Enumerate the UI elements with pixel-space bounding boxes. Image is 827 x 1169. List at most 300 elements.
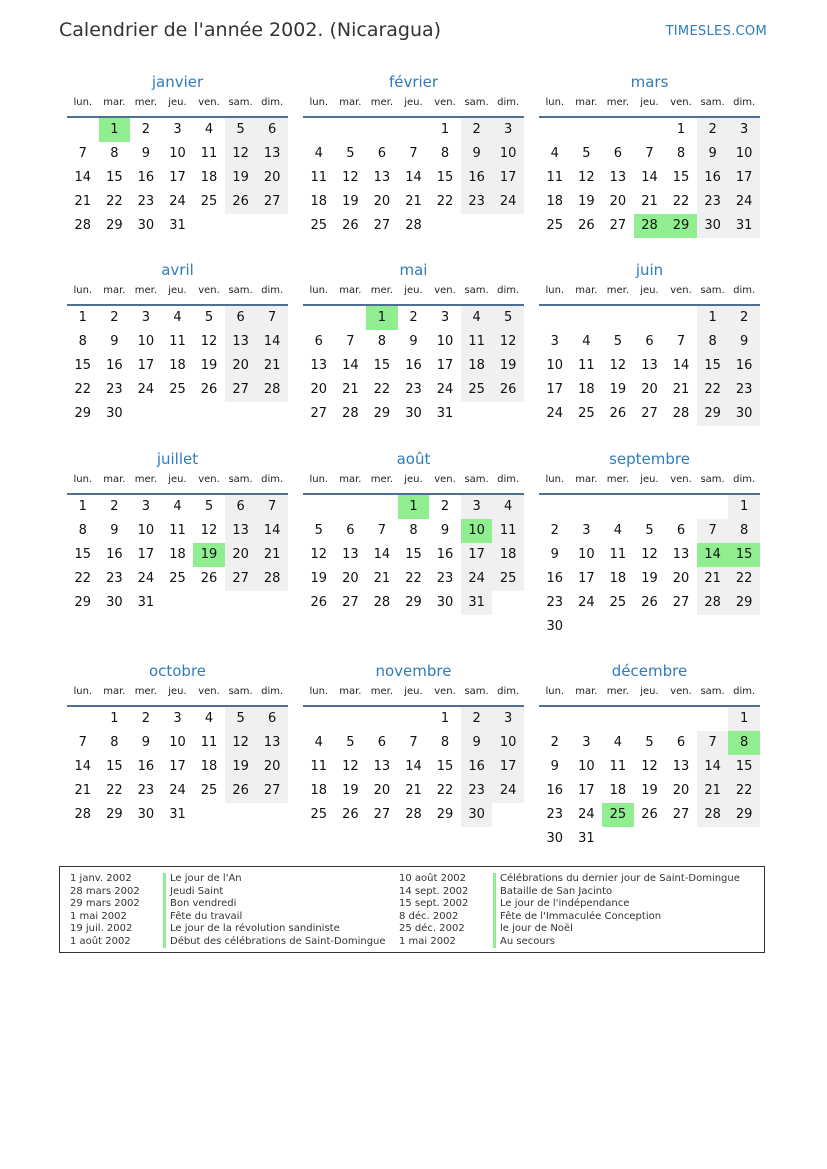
day-cell: 25 bbox=[310, 218, 328, 233]
day-cell: 11 bbox=[169, 334, 186, 349]
day-cell: 23 bbox=[106, 382, 123, 397]
day-cell: 4 bbox=[204, 711, 214, 726]
day-cell: 29 bbox=[106, 807, 123, 822]
weekday-label: mar. bbox=[575, 97, 598, 108]
day-cell: 14 bbox=[373, 547, 391, 562]
day-cell: 20 bbox=[310, 382, 328, 397]
weekday-label: jeu. bbox=[640, 686, 659, 697]
day-cell: 24 bbox=[169, 783, 186, 798]
day-cell: 19 bbox=[225, 166, 257, 190]
weekday-label: jeu. bbox=[168, 285, 187, 296]
weekday-label: ven. bbox=[670, 285, 692, 296]
day-cell: 6 bbox=[346, 523, 355, 538]
legend-holiday-name: Bon vendredi bbox=[163, 898, 386, 911]
day-cell: 20 bbox=[672, 783, 690, 798]
day-cell: 4 bbox=[173, 310, 182, 325]
day-cell: 26 bbox=[578, 218, 595, 233]
day-cell: 25 bbox=[609, 595, 627, 610]
weekday-header bbox=[539, 281, 760, 306]
day-grid bbox=[539, 495, 760, 639]
day-cell: 17 bbox=[436, 358, 454, 373]
day-cell: 27 bbox=[373, 218, 391, 233]
day-cell: 29 bbox=[405, 595, 422, 610]
weekday-label: jeu. bbox=[640, 285, 659, 296]
day-cell: 29 bbox=[373, 406, 391, 421]
day-cell: 27 bbox=[225, 567, 257, 591]
day-cell: 14 bbox=[641, 170, 658, 185]
day-cell: 9 bbox=[110, 523, 119, 538]
day-cell: 14 bbox=[256, 330, 288, 354]
day-cell: 18 bbox=[200, 759, 218, 774]
day-cell: 22 bbox=[672, 194, 690, 209]
day-cell: 13 bbox=[256, 731, 288, 755]
empty-day-cell bbox=[335, 306, 367, 330]
day-cell: 27 bbox=[373, 807, 391, 822]
day-cell: 24 bbox=[578, 807, 595, 822]
day-cell: 4 bbox=[613, 523, 623, 538]
weekday-label: dim. bbox=[261, 97, 284, 108]
day-cell: 2 bbox=[141, 122, 151, 137]
day-cell: 30 bbox=[728, 402, 760, 426]
day-cell: 21 bbox=[697, 779, 729, 803]
legend-right-names bbox=[493, 873, 740, 948]
weekday-label: sam. bbox=[228, 474, 253, 485]
legend-holiday-name: Au secours bbox=[493, 936, 740, 949]
weekday-label: sam. bbox=[228, 97, 253, 108]
day-cell: 20 bbox=[225, 543, 257, 567]
day-cell: 12 bbox=[225, 731, 257, 755]
day-cell: 21 bbox=[697, 567, 729, 591]
day-cell: 8 bbox=[377, 334, 387, 349]
page-title: Calendrier de l'année 2002. (Nicaragua) bbox=[59, 19, 442, 41]
day-cell: 20 bbox=[342, 571, 359, 586]
day-cell: 6 bbox=[225, 306, 257, 330]
day-cell: 3 bbox=[173, 122, 182, 137]
weekday-header bbox=[67, 470, 288, 495]
day-cell: 5 bbox=[314, 523, 323, 538]
day-cell: 22 bbox=[697, 378, 729, 402]
day-cell: 19 bbox=[225, 755, 257, 779]
weekday-label: ven. bbox=[670, 97, 692, 108]
empty-day-cell bbox=[697, 495, 729, 519]
day-cell: 17 bbox=[461, 543, 493, 567]
day-cell: 3 bbox=[492, 118, 524, 142]
day-cell: 8 bbox=[676, 146, 686, 161]
day-cell: 30 bbox=[436, 595, 454, 610]
holiday-day-cell: 10 bbox=[461, 519, 493, 543]
day-cell: 13 bbox=[225, 330, 257, 354]
legend-holiday-name: Le jour de la révolution sandiniste bbox=[163, 923, 386, 936]
legend-date: 1 janv. 2002 bbox=[70, 873, 132, 884]
day-cell: 26 bbox=[310, 595, 328, 610]
day-cell: 21 bbox=[641, 194, 658, 209]
day-cell: 21 bbox=[672, 382, 690, 397]
day-cell: 18 bbox=[200, 170, 218, 185]
day-cell: 9 bbox=[728, 330, 760, 354]
empty-day-cell bbox=[634, 306, 666, 330]
day-cell: 29 bbox=[728, 591, 760, 615]
day-cell: 13 bbox=[672, 759, 690, 774]
day-cell: 22 bbox=[728, 567, 760, 591]
day-cell: 26 bbox=[225, 190, 257, 214]
weekday-label: dim. bbox=[261, 285, 284, 296]
day-cell: 12 bbox=[342, 170, 359, 185]
day-cell: 1 bbox=[78, 499, 87, 514]
weekday-label: mar. bbox=[339, 285, 362, 296]
day-cell: 6 bbox=[645, 334, 654, 349]
empty-day-cell bbox=[602, 495, 634, 519]
month-11 bbox=[303, 660, 524, 827]
day-cell: 25 bbox=[546, 218, 564, 233]
weekday-label: mer. bbox=[606, 97, 630, 108]
day-cell: 6 bbox=[377, 146, 387, 161]
empty-day-cell bbox=[665, 707, 697, 731]
weekday-label: jeu. bbox=[404, 474, 423, 485]
day-cell: 7 bbox=[697, 731, 729, 755]
legend-holiday-name: Jeudi Saint bbox=[163, 886, 386, 899]
empty-day-cell bbox=[67, 118, 99, 142]
day-cell: 7 bbox=[409, 735, 418, 750]
day-cell: 11 bbox=[169, 523, 186, 538]
empty-day-cell bbox=[571, 118, 603, 142]
day-cell: 11 bbox=[578, 358, 595, 373]
day-cell: 5 bbox=[613, 334, 623, 349]
day-cell: 21 bbox=[405, 194, 422, 209]
day-cell: 23 bbox=[461, 779, 493, 803]
day-cell: 17 bbox=[492, 166, 524, 190]
weekday-header bbox=[303, 281, 524, 306]
day-cell: 5 bbox=[582, 146, 591, 161]
day-cell: 9 bbox=[141, 146, 151, 161]
weekday-label: mar. bbox=[575, 686, 598, 697]
day-cell: 26 bbox=[342, 807, 359, 822]
empty-day-cell bbox=[602, 118, 634, 142]
day-cell: 31 bbox=[169, 218, 186, 233]
day-cell: 18 bbox=[609, 783, 627, 798]
legend-left-dates bbox=[70, 873, 140, 948]
legend-right-dates bbox=[399, 873, 468, 948]
legend-date: 10 août 2002 bbox=[399, 873, 467, 884]
day-cell: 12 bbox=[641, 759, 658, 774]
day-cell: 6 bbox=[613, 146, 623, 161]
day-cell: 8 bbox=[440, 146, 450, 161]
weekday-label: mer. bbox=[606, 474, 630, 485]
day-cell: 3 bbox=[141, 499, 151, 514]
day-cell: 27 bbox=[310, 406, 328, 421]
day-cell: 1 bbox=[440, 711, 450, 726]
weekday-label: jeu. bbox=[168, 474, 187, 485]
day-cell: 3 bbox=[728, 118, 760, 142]
day-cell: 8 bbox=[78, 334, 87, 349]
month-5 bbox=[303, 259, 524, 426]
day-cell: 24 bbox=[492, 190, 524, 214]
legend-date: 28 mars 2002 bbox=[70, 885, 140, 897]
day-cell: 28 bbox=[405, 807, 422, 822]
site-link[interactable]: TIMESLES.COM bbox=[665, 24, 767, 39]
day-cell: 27 bbox=[225, 378, 257, 402]
month-10 bbox=[67, 660, 288, 827]
day-cell: 6 bbox=[377, 735, 387, 750]
weekday-label: ven. bbox=[434, 97, 456, 108]
holiday-day-cell: 8 bbox=[728, 731, 760, 755]
weekday-label: sam. bbox=[700, 686, 725, 697]
day-cell: 17 bbox=[546, 382, 564, 397]
day-cell: 22 bbox=[436, 194, 454, 209]
day-cell: 24 bbox=[137, 571, 155, 586]
empty-day-cell bbox=[602, 707, 634, 731]
holiday-day-cell: 25 bbox=[602, 803, 634, 827]
weekday-label: dim. bbox=[261, 474, 284, 485]
month-name: février bbox=[388, 73, 439, 91]
day-cell: 29 bbox=[697, 402, 729, 426]
day-cell: 2 bbox=[440, 499, 450, 514]
day-cell: 1 bbox=[110, 711, 119, 726]
month-3 bbox=[539, 71, 760, 238]
day-cell: 23 bbox=[546, 807, 564, 822]
day-cell: 25 bbox=[169, 382, 186, 397]
day-cell: 7 bbox=[409, 146, 418, 161]
weekday-header bbox=[67, 93, 288, 118]
day-cell: 10 bbox=[728, 142, 760, 166]
day-cell: 17 bbox=[492, 755, 524, 779]
weekday-label: sam. bbox=[464, 686, 489, 697]
month-6 bbox=[539, 259, 760, 426]
weekday-label: mar. bbox=[575, 474, 598, 485]
day-cell: 10 bbox=[578, 759, 595, 774]
weekday-label: dim. bbox=[497, 474, 520, 485]
empty-day-cell bbox=[398, 707, 430, 731]
day-cell: 12 bbox=[200, 334, 218, 349]
weekday-label: dim. bbox=[733, 474, 756, 485]
day-cell: 30 bbox=[106, 406, 123, 421]
day-cell: 16 bbox=[436, 547, 454, 562]
day-cell: 15 bbox=[405, 547, 422, 562]
weekday-label: ven. bbox=[198, 474, 220, 485]
empty-day-cell bbox=[602, 306, 634, 330]
day-cell: 5 bbox=[204, 499, 214, 514]
day-cell: 6 bbox=[225, 495, 257, 519]
legend-left-names bbox=[163, 873, 386, 948]
legend-holiday-name: Le jour de l'indépendance bbox=[493, 898, 740, 911]
day-cell: 19 bbox=[492, 354, 524, 378]
day-cell: 20 bbox=[373, 194, 391, 209]
legend-date: 8 déc. 2002 bbox=[399, 910, 459, 922]
day-cell: 22 bbox=[106, 194, 123, 209]
day-cell: 28 bbox=[74, 807, 92, 822]
holiday-day-cell: 1 bbox=[398, 495, 430, 519]
weekday-label: sam. bbox=[464, 285, 489, 296]
day-cell: 6 bbox=[256, 118, 288, 142]
day-cell: 18 bbox=[546, 194, 564, 209]
day-cell: 27 bbox=[342, 595, 359, 610]
weekday-label: mar. bbox=[103, 474, 126, 485]
empty-day-cell bbox=[398, 118, 430, 142]
day-cell: 30 bbox=[405, 406, 422, 421]
empty-day-cell bbox=[335, 707, 367, 731]
day-cell: 3 bbox=[141, 310, 151, 325]
weekday-label: sam. bbox=[228, 686, 253, 697]
day-cell: 28 bbox=[256, 378, 288, 402]
weekday-label: mer. bbox=[134, 285, 158, 296]
day-cell: 25 bbox=[461, 378, 493, 402]
day-cell: 22 bbox=[436, 783, 454, 798]
day-cell: 1 bbox=[728, 495, 760, 519]
day-cell: 11 bbox=[310, 170, 328, 185]
day-grid bbox=[67, 118, 288, 238]
weekday-label: lun. bbox=[73, 686, 93, 697]
day-cell: 23 bbox=[137, 194, 155, 209]
day-cell: 21 bbox=[74, 194, 92, 209]
day-cell: 3 bbox=[550, 334, 559, 349]
month-9 bbox=[539, 448, 760, 639]
legend-holiday-name: Le jour de l'An bbox=[163, 873, 386, 886]
weekday-label: mer. bbox=[606, 686, 630, 697]
day-cell: 9 bbox=[141, 735, 151, 750]
day-cell: 15 bbox=[728, 755, 760, 779]
day-cell: 18 bbox=[310, 194, 328, 209]
day-cell: 6 bbox=[314, 334, 323, 349]
day-cell: 1 bbox=[78, 310, 87, 325]
empty-day-cell bbox=[665, 495, 697, 519]
month-name: juillet bbox=[156, 450, 199, 468]
day-cell: 31 bbox=[169, 807, 186, 822]
day-cell: 3 bbox=[440, 310, 450, 325]
legend-holiday-name: le jour de Noël bbox=[493, 923, 740, 936]
day-cell: 12 bbox=[342, 759, 359, 774]
day-cell: 4 bbox=[314, 735, 323, 750]
weekday-label: mar. bbox=[103, 686, 126, 697]
legend-date: 1 mai 2002 bbox=[70, 910, 127, 922]
weekday-header bbox=[303, 93, 524, 118]
day-cell: 12 bbox=[310, 547, 328, 562]
day-cell: 15 bbox=[74, 358, 92, 373]
weekday-label: lun. bbox=[545, 97, 565, 108]
month-name: mars bbox=[630, 73, 669, 91]
day-cell: 22 bbox=[74, 382, 92, 397]
day-cell: 13 bbox=[310, 358, 328, 373]
weekday-label: dim. bbox=[261, 686, 284, 697]
day-cell: 28 bbox=[373, 595, 391, 610]
day-cell: 29 bbox=[106, 218, 123, 233]
day-cell: 26 bbox=[342, 218, 359, 233]
weekday-label: sam. bbox=[228, 285, 253, 296]
day-cell: 30 bbox=[106, 595, 123, 610]
day-grid bbox=[303, 306, 524, 426]
day-cell: 29 bbox=[74, 595, 92, 610]
day-cell: 30 bbox=[697, 214, 729, 238]
day-cell: 23 bbox=[137, 783, 155, 798]
day-cell: 17 bbox=[578, 783, 595, 798]
day-cell: 25 bbox=[578, 406, 595, 421]
day-cell: 23 bbox=[461, 190, 493, 214]
day-cell: 15 bbox=[106, 170, 123, 185]
day-cell: 26 bbox=[225, 779, 257, 803]
empty-day-cell bbox=[303, 707, 335, 731]
day-grid bbox=[539, 118, 760, 238]
day-cell: 18 bbox=[609, 571, 627, 586]
empty-day-cell bbox=[539, 495, 571, 519]
day-cell: 20 bbox=[256, 166, 288, 190]
day-cell: 13 bbox=[672, 547, 690, 562]
weekday-label: lun. bbox=[309, 474, 329, 485]
day-cell: 10 bbox=[546, 358, 564, 373]
day-cell: 26 bbox=[200, 382, 218, 397]
day-cell: 12 bbox=[225, 142, 257, 166]
day-cell: 13 bbox=[609, 170, 627, 185]
day-cell: 23 bbox=[405, 382, 422, 397]
day-cell: 16 bbox=[728, 354, 760, 378]
day-cell: 11 bbox=[546, 170, 564, 185]
weekday-label: ven. bbox=[434, 285, 456, 296]
day-cell: 2 bbox=[110, 499, 119, 514]
day-cell: 14 bbox=[405, 759, 422, 774]
empty-day-cell bbox=[366, 707, 398, 731]
empty-day-cell bbox=[634, 495, 666, 519]
weekday-label: ven. bbox=[670, 686, 692, 697]
day-cell: 19 bbox=[578, 194, 595, 209]
day-cell: 12 bbox=[492, 330, 524, 354]
day-cell: 16 bbox=[546, 783, 564, 798]
day-cell: 18 bbox=[578, 382, 595, 397]
weekday-label: dim. bbox=[733, 686, 756, 697]
day-cell: 20 bbox=[641, 382, 658, 397]
day-cell: 18 bbox=[169, 358, 186, 373]
day-cell: 14 bbox=[74, 759, 92, 774]
weekday-label: lun. bbox=[545, 686, 565, 697]
weekday-header bbox=[67, 281, 288, 306]
day-cell: 19 bbox=[641, 571, 658, 586]
day-cell: 23 bbox=[106, 571, 123, 586]
day-cell: 2 bbox=[141, 711, 151, 726]
day-grid bbox=[67, 306, 288, 426]
day-cell: 15 bbox=[436, 170, 454, 185]
day-cell: 4 bbox=[492, 495, 524, 519]
day-cell: 10 bbox=[137, 523, 155, 538]
day-cell: 1 bbox=[728, 707, 760, 731]
day-cell: 24 bbox=[436, 382, 454, 397]
day-cell: 7 bbox=[78, 146, 87, 161]
day-cell: 17 bbox=[169, 170, 186, 185]
weekday-label: mar. bbox=[575, 285, 598, 296]
day-cell: 13 bbox=[256, 142, 288, 166]
holiday-day-cell: 1 bbox=[99, 118, 131, 142]
day-cell: 26 bbox=[641, 807, 658, 822]
weekday-label: lun. bbox=[73, 285, 93, 296]
day-cell: 27 bbox=[672, 595, 690, 610]
day-cell: 2 bbox=[461, 118, 493, 142]
day-cell: 13 bbox=[342, 547, 359, 562]
day-cell: 24 bbox=[546, 406, 564, 421]
weekday-label: lun. bbox=[545, 285, 565, 296]
day-cell: 4 bbox=[314, 146, 323, 161]
day-cell: 21 bbox=[405, 783, 422, 798]
day-cell: 30 bbox=[546, 831, 564, 846]
empty-day-cell bbox=[665, 306, 697, 330]
day-cell: 2 bbox=[697, 118, 729, 142]
day-cell: 17 bbox=[169, 759, 186, 774]
day-cell: 4 bbox=[582, 334, 591, 349]
weekday-label: mer. bbox=[370, 686, 394, 697]
day-cell: 25 bbox=[310, 807, 328, 822]
day-cell: 12 bbox=[641, 547, 658, 562]
day-cell: 28 bbox=[74, 218, 92, 233]
day-cell: 8 bbox=[728, 519, 760, 543]
day-cell: 9 bbox=[110, 334, 119, 349]
weekday-label: sam. bbox=[700, 285, 725, 296]
weekday-label: ven. bbox=[198, 686, 220, 697]
day-cell: 20 bbox=[256, 755, 288, 779]
holiday-day-cell: 28 bbox=[634, 214, 666, 238]
